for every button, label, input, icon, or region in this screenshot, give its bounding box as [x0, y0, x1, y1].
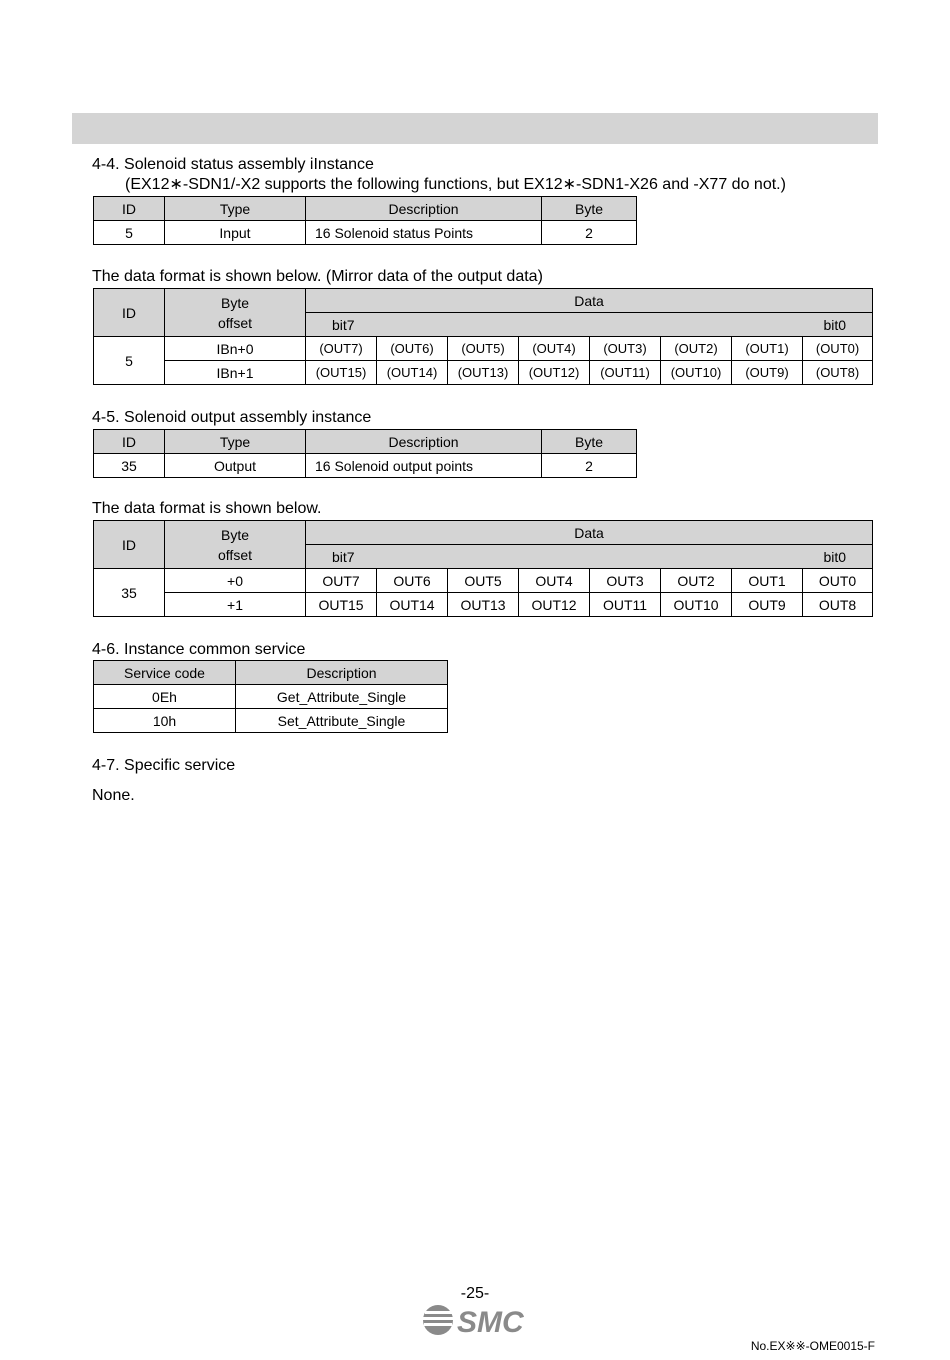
cell-description: Get_Attribute_Single	[236, 685, 448, 709]
bit-cell: OUT1	[732, 569, 803, 593]
cell-byte: 2	[542, 454, 637, 478]
bit-cell: (OUT13)	[448, 361, 519, 385]
bit-cell: OUT14	[377, 593, 448, 617]
format-header-id: ID	[94, 289, 165, 337]
bit-cell: OUT0	[803, 569, 873, 593]
bit-cell: (OUT11)	[590, 361, 661, 385]
bit-cell: OUT10	[661, 593, 732, 617]
table-row	[94, 709, 448, 733]
cell-id: 5	[94, 221, 165, 245]
bit-cell: (OUT15)	[306, 361, 377, 385]
solenoid-output-table	[93, 429, 637, 478]
col-header-description: Description	[306, 197, 542, 221]
output-data-format-table	[93, 520, 873, 617]
bit-cell: OUT12	[519, 593, 590, 617]
table-row	[94, 685, 448, 709]
bit7-label: bit7	[332, 316, 355, 333]
bit-cell: (OUT6)	[377, 337, 448, 361]
bit-range-row	[306, 313, 873, 337]
smc-logo	[420, 1303, 530, 1337]
bit7-label: bit7	[332, 548, 355, 565]
document-number: No.EX※※-OME0015-F	[750, 1339, 875, 1353]
format-header-data: Data	[306, 521, 873, 545]
cell-type: Input	[165, 221, 306, 245]
bit-cell: (OUT2)	[661, 337, 732, 361]
bit-cell: OUT8	[803, 593, 873, 617]
col-header-type: Type	[165, 197, 306, 221]
table-row	[94, 569, 873, 593]
cell-service-code: 0Eh	[94, 685, 236, 709]
cell-id: 35	[94, 454, 165, 478]
bit-cell: (OUT14)	[377, 361, 448, 385]
bit-cell: (OUT7)	[306, 337, 377, 361]
cell-service-code: 10h	[94, 709, 236, 733]
cell-description: 16 Solenoid status Points	[306, 221, 542, 245]
format-text-4-4: The data format is shown below. (Mirror data of the output data)	[92, 268, 543, 285]
col-header-service-code: Service code	[94, 661, 236, 685]
service-table	[93, 660, 448, 733]
section-4-5-heading: 4-5. Solenoid output assembly instance	[92, 409, 372, 426]
bit-cell: (OUT8)	[803, 361, 873, 385]
col-header-byte: Byte	[542, 197, 637, 221]
col-header-byte: Byte	[542, 430, 637, 454]
table-row	[94, 337, 873, 361]
bit-cell: (OUT5)	[448, 337, 519, 361]
bit-cell: OUT6	[377, 569, 448, 593]
logo-text: SMC	[457, 1306, 524, 1337]
section-4-7-heading: 4-7. Specific service	[92, 757, 236, 774]
section-4-7-body: None.	[92, 787, 135, 804]
smc-logo-icon	[420, 1303, 530, 1337]
section-4-4-note: (EX12∗-SDN1/-X2 supports the following functions, but EX12∗-SDN1-X26 and -X77 do not.)	[125, 176, 786, 193]
table-row	[94, 454, 637, 478]
format-header-id: ID	[94, 521, 165, 569]
offset-cell: IBn+0	[165, 337, 306, 361]
bit-cell: OUT9	[732, 593, 803, 617]
bit0-label: bit0	[823, 316, 847, 333]
bit-cell: (OUT3)	[590, 337, 661, 361]
format-id-cell: 35	[94, 569, 165, 617]
bit0-label: bit0	[823, 548, 847, 565]
format-text-4-5: The data format is shown below.	[92, 500, 322, 517]
format-header-data: Data	[306, 289, 873, 313]
bit-cell: (OUT10)	[661, 361, 732, 385]
col-header-id: ID	[94, 430, 165, 454]
bit-cell: OUT11	[590, 593, 661, 617]
bit-cell: (OUT4)	[519, 337, 590, 361]
bit-cell: OUT3	[590, 569, 661, 593]
bit-cell: OUT5	[448, 569, 519, 593]
bit-cell: (OUT12)	[519, 361, 590, 385]
bit-cell: OUT4	[519, 569, 590, 593]
col-header-id: ID	[94, 197, 165, 221]
cell-type: Output	[165, 454, 306, 478]
bit-cell: OUT2	[661, 569, 732, 593]
format-header-byte-offset: Byte offset	[165, 289, 306, 337]
table-row	[94, 593, 873, 617]
bit-cell: OUT7	[306, 569, 377, 593]
section-4-4-heading: 4-4. Solenoid status assembly iInstance	[92, 156, 374, 173]
page-number: -25-	[460, 1285, 490, 1302]
offset-cell: IBn+1	[165, 361, 306, 385]
table-row	[94, 221, 637, 245]
bit-range-row	[306, 545, 873, 569]
table-row	[94, 361, 873, 385]
bit-cell: OUT15	[306, 593, 377, 617]
bit-cell: (OUT0)	[803, 337, 873, 361]
bit-cell: (OUT9)	[732, 361, 803, 385]
format-header-byte-offset: Byte offset	[165, 521, 306, 569]
bit-cell: OUT13	[448, 593, 519, 617]
section-4-6-heading: 4-6. Instance common service	[92, 641, 306, 658]
bit-cell: (OUT1)	[732, 337, 803, 361]
col-header-description: Description	[306, 430, 542, 454]
cell-description: 16 Solenoid output points	[306, 454, 542, 478]
solenoid-status-table	[93, 196, 637, 245]
offset-cell: +1	[165, 593, 306, 617]
cell-description: Set_Attribute_Single	[236, 709, 448, 733]
col-header-type: Type	[165, 430, 306, 454]
format-id-cell: 5	[94, 337, 165, 385]
cell-byte: 2	[542, 221, 637, 245]
offset-cell: +0	[165, 569, 306, 593]
header-bar	[72, 113, 878, 144]
col-header-description: Description	[236, 661, 448, 685]
status-data-format-table	[93, 288, 873, 385]
